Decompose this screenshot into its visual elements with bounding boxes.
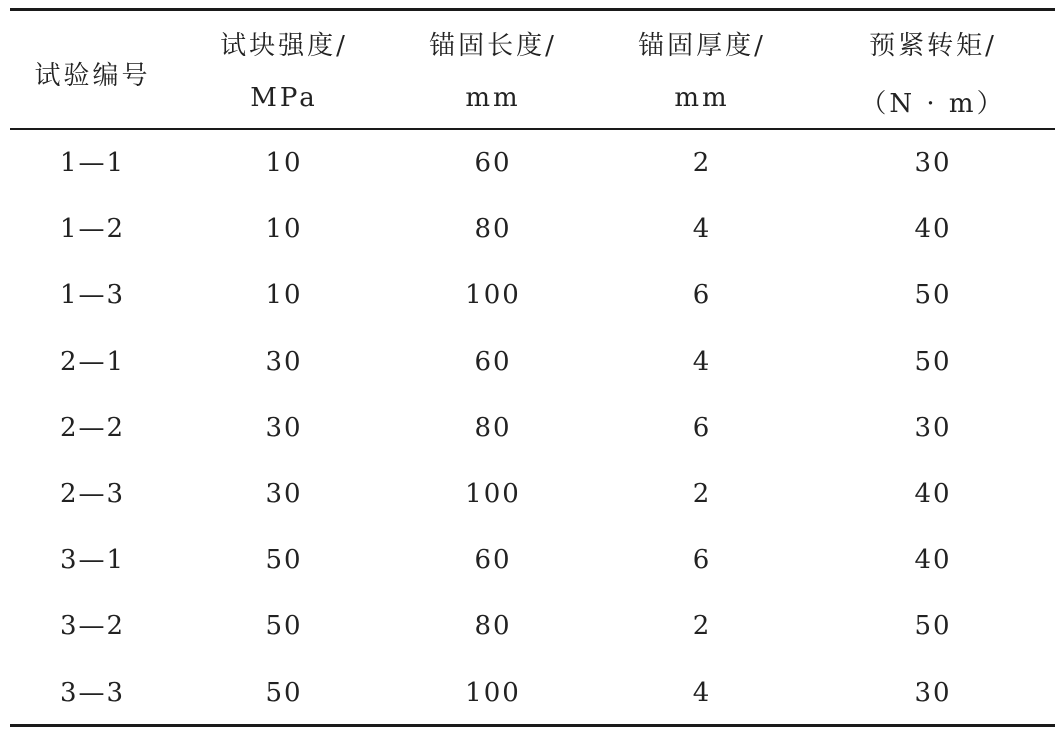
cell-block-strength: 30 [265,412,303,443]
cell-anchor-length: 80 [474,214,512,245]
cell-test-id: 3—3 [59,677,126,708]
cell-anchor-thickness: 4 [692,214,712,245]
cell-pretension-torque: 30 [914,412,952,443]
header-block-strength-unit: MPa [250,83,318,113]
header-pretension-torque-unit: （N · m） [860,89,1006,119]
header-pretension-torque [811,11,1055,128]
header-anchor-length-label: 锚固长度/ [429,31,557,61]
cell-pretension-torque: 50 [914,346,952,377]
cell-anchor-length: 100 [465,677,521,708]
cell-pretension-torque: 50 [914,280,952,311]
cell-anchor-thickness: 6 [692,412,712,443]
table-row [10,660,1055,726]
table-row [10,196,1055,262]
cell-test-id: 3—2 [59,611,126,642]
cell-test-id: 1—3 [59,280,126,311]
cell-block-strength: 50 [265,545,303,576]
table-row [10,130,1055,196]
header-anchor-length-unit: mm [465,83,521,113]
cell-pretension-torque: 50 [914,611,952,642]
header-pretension-torque-label: 预紧转矩/ [869,31,997,61]
cell-anchor-thickness: 2 [692,478,712,509]
header-block-strength [175,11,393,128]
table-row [10,593,1055,659]
cell-anchor-length: 60 [474,346,512,377]
cell-anchor-thickness: 4 [692,677,712,708]
cell-block-strength: 30 [265,478,303,509]
table-row [10,329,1055,395]
cell-anchor-length: 80 [474,611,512,642]
header-anchor-thickness-label: 锚固厚度/ [638,31,766,61]
cell-anchor-length: 60 [474,545,512,576]
cell-block-strength: 50 [265,611,303,642]
header-test-id-label: 试验编号 [34,61,151,91]
table-row [10,395,1055,461]
cell-pretension-torque: 30 [914,677,952,708]
test-parameter-table [10,0,1055,736]
cell-test-id: 1—2 [59,214,126,245]
cell-anchor-thickness: 2 [692,611,712,642]
table-body [10,130,1055,726]
cell-anchor-thickness: 6 [692,280,712,311]
cell-block-strength: 10 [265,148,303,178]
cell-test-id: 1—1 [59,148,126,178]
cell-anchor-length: 80 [474,412,512,443]
cell-block-strength: 10 [265,280,303,311]
cell-anchor-thickness: 6 [692,545,712,576]
cell-anchor-length: 100 [465,280,521,311]
cell-block-strength: 30 [265,346,303,377]
cell-test-id: 2—3 [59,478,126,509]
header-block-strength-label: 试块强度/ [220,31,348,61]
cell-pretension-torque: 40 [914,545,952,576]
table-row [10,527,1055,593]
cell-test-id: 2—2 [59,412,126,443]
table-row [10,262,1055,328]
cell-block-strength: 10 [265,214,303,245]
header-anchor-length [393,11,593,128]
table-bottom-rule [10,724,1055,727]
cell-test-id: 3—1 [59,545,126,576]
cell-pretension-torque: 40 [914,478,952,509]
table-row [10,461,1055,527]
cell-pretension-torque: 40 [914,214,952,245]
cell-test-id: 2—1 [59,346,126,377]
cell-anchor-thickness: 2 [692,148,712,178]
cell-anchor-length: 60 [474,148,512,178]
table-header [10,11,1055,128]
header-test-id [10,11,175,128]
header-anchor-thickness-unit: mm [674,83,730,113]
cell-anchor-length: 100 [465,478,521,509]
cell-anchor-thickness: 4 [692,346,712,377]
header-anchor-thickness [593,11,811,128]
cell-block-strength: 50 [265,677,303,708]
cell-pretension-torque: 30 [914,148,952,178]
